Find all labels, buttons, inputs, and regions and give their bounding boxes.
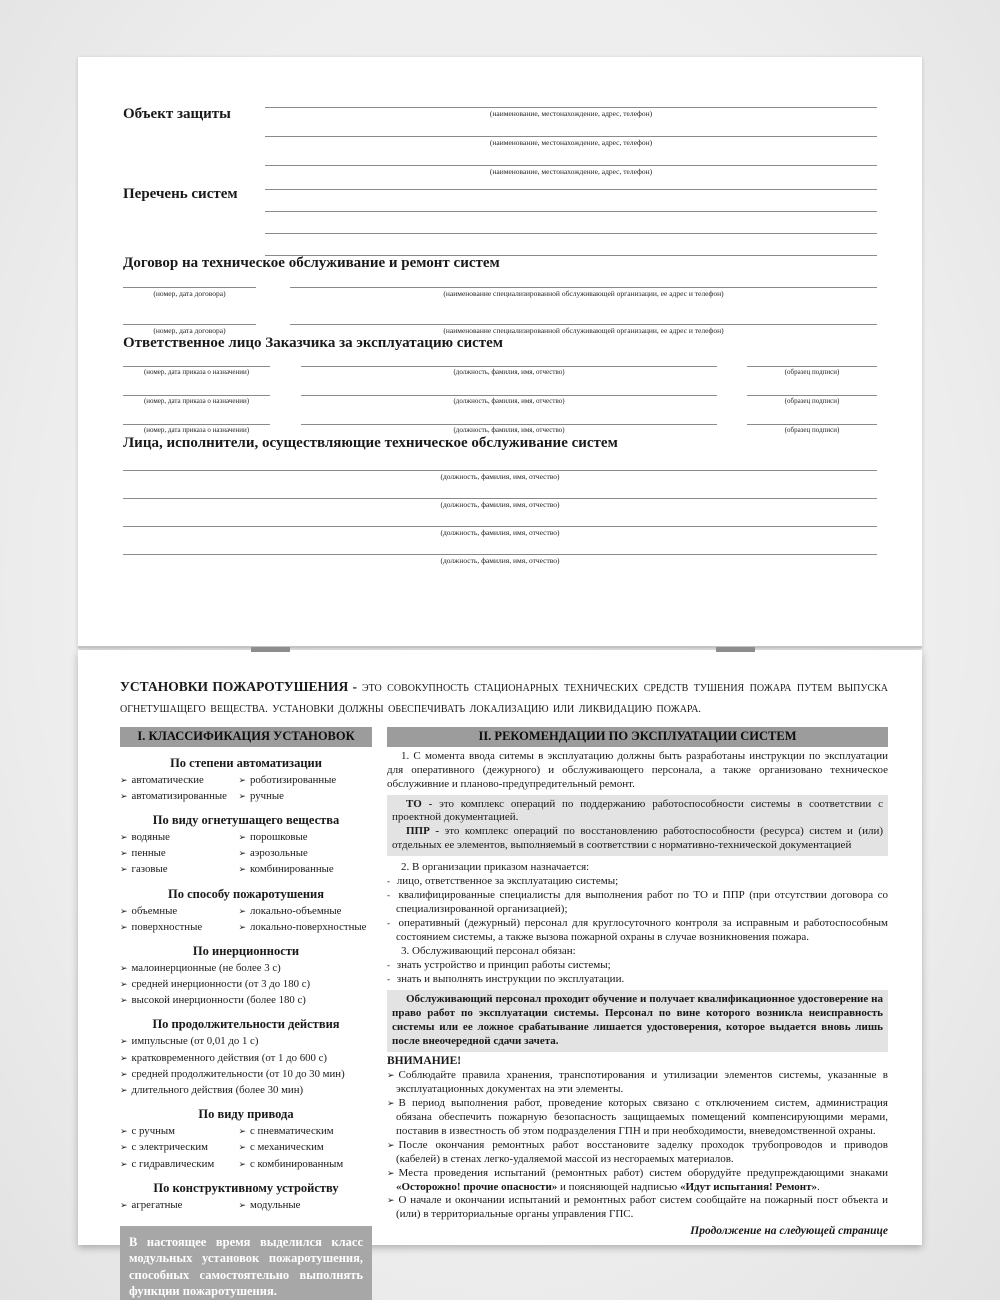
- field-caption: (номер, дата приказа о назначении): [143, 368, 250, 376]
- field-caption: (должность, фамилия, имя, отчество): [440, 472, 560, 481]
- field-caption: (наименование, местонахождение, адрес, телефон): [489, 109, 653, 118]
- arrow-bullet-icon: ➢: [120, 831, 128, 842]
- classification-item: [120, 1123, 238, 1139]
- to-text: это комплекс операций по поддержанию работоспособности системы в соответствии с проектной документацией.: [392, 797, 883, 824]
- classification-group-items: [120, 1197, 372, 1213]
- arrow-bullet-icon: ➢: [387, 1097, 395, 1108]
- classification-group-title: По виду огнетушащего вещества: [152, 812, 340, 827]
- personnel-duties-list: [387, 959, 888, 987]
- field-caption: (номер, дата договора): [153, 326, 226, 335]
- fill-in-line: [265, 211, 877, 212]
- arrow-bullet-icon: ➢: [238, 1199, 246, 1210]
- warning-sign-label: «Осторожно! прочие опасности»: [396, 1180, 558, 1193]
- form-field: [265, 148, 877, 177]
- attention-text: Соблюдайте правила хранения, транспотирования и утилизации элементов системы, указанные в эксплуатационных документах на эти элементы.: [396, 1068, 888, 1095]
- classification-item-label: автоматизированные: [131, 789, 227, 802]
- object-of-protection-fields: [265, 97, 877, 177]
- classification-item-label: высокой инерционности (более 180 с): [131, 994, 306, 1007]
- fire-extinguishing-definition: [120, 676, 888, 718]
- attention-text: Места проведения испытаний (ремонтных работ) систем оборудуйте предупреждающими знаками: [398, 1166, 888, 1179]
- arrow-bullet-icon: ➢: [120, 864, 128, 875]
- classification-item-label: аэрозольные: [249, 847, 308, 860]
- arrow-bullet-icon: ➢: [120, 962, 128, 973]
- classification-item-label: автоматические: [131, 773, 204, 786]
- form-field: [265, 97, 877, 119]
- field-caption: (номер, дата приказа о назначении): [143, 397, 250, 405]
- attention-item: [387, 1069, 888, 1097]
- classification-item: [120, 788, 238, 804]
- ppr-text: это комплекс операций по восстановлению работоспособности (ресурса) систем и (или) отдельных ее элементов, выполняемый в соответствии с нормативно-технической документацией: [392, 825, 883, 852]
- classification-item-label: пенные: [131, 847, 166, 860]
- attention-item: [387, 1097, 888, 1139]
- arrow-bullet-icon: ➢: [120, 790, 128, 801]
- field-caption: (должность, фамилия, имя, отчество): [453, 426, 565, 434]
- contract-org-field: [290, 271, 877, 299]
- attention-item: [387, 1139, 888, 1167]
- journal-page-2: [78, 650, 922, 1299]
- classification-item-label: объемные: [131, 904, 178, 917]
- classification-item-label: с электрическим: [131, 1141, 208, 1154]
- classification-groups: [120, 756, 372, 1213]
- classification-item: [120, 919, 238, 935]
- classification-item-label: с пневматическим: [249, 1125, 334, 1138]
- arrow-bullet-icon: ➢: [120, 979, 128, 990]
- arrow-bullet-icon: ➢: [120, 905, 128, 916]
- arrow-bullet-icon: ➢: [238, 921, 246, 932]
- arrow-bullet-icon: ➢: [238, 1126, 246, 1137]
- classification-item: [120, 845, 238, 861]
- executor-row: [123, 498, 877, 510]
- arrow-bullet-icon: ➢: [238, 774, 246, 785]
- systems-list-fields: [265, 177, 877, 256]
- executor-row: [123, 526, 877, 538]
- arrow-bullet-icon: ➢: [238, 831, 246, 842]
- classification-item: [120, 1033, 372, 1049]
- responsible-person-heading: Ответственное лицо Заказчика за эксплуатацию систем: [123, 335, 504, 351]
- arrow-bullet-icon: ➢: [120, 1052, 128, 1063]
- ppr-abbr: ППР -: [406, 825, 439, 838]
- arrow-bullet-icon: ➢: [238, 1142, 246, 1153]
- to-abbr: ТО -: [406, 797, 433, 810]
- field-caption: (наименование, местонахождение, адрес, телефон): [489, 138, 653, 147]
- arrow-bullet-icon: ➢: [120, 1036, 128, 1047]
- contract-number-field: [123, 299, 256, 336]
- personnel-duties-heading: 3. Обслуживающий персонал обязан:: [401, 945, 576, 958]
- field-caption: (номер, дата договора): [153, 289, 226, 298]
- arrow-bullet-icon: ➢: [238, 790, 246, 801]
- object-of-protection-row: [123, 97, 877, 177]
- classification-item-label: средней продолжительности (от 10 до 30 мин): [131, 1067, 345, 1080]
- classification-item-label: локально-поверхностные: [249, 920, 367, 933]
- field-caption: (образец подписи): [784, 368, 840, 376]
- ppr-definition: [392, 825, 883, 853]
- recommendations-column: [387, 727, 888, 1300]
- classification-item: [238, 1197, 372, 1213]
- classification-group-items: [120, 903, 372, 935]
- form-field: [265, 119, 877, 148]
- person-name-field: [301, 351, 717, 378]
- classification-item: [120, 772, 238, 788]
- attention-item: [387, 1167, 888, 1195]
- arrow-bullet-icon: ➢: [120, 1158, 128, 1169]
- list-item: - оперативный (дежурный) персонал для круглосуточного контроля за исправным и работоспособным состоянием системы, а также вызова пожарной охраны в случае возникновения пожара.: [387, 917, 888, 944]
- executor-row: [123, 554, 877, 566]
- classification-item-label: водяные: [131, 830, 170, 843]
- classification-item-label: роботизированные: [249, 773, 337, 786]
- definition-lead: УСТАНОВКИ ПОЖАРОТУШЕНИЯ -: [120, 679, 358, 694]
- classification-item-label: малоинерционные (не более 3 с): [131, 961, 281, 974]
- classification-group-title: По виду привода: [198, 1107, 294, 1122]
- classification-item: [120, 903, 238, 919]
- contract-row: [123, 271, 877, 299]
- classification-item-label: кратковременного действия (от 1 до 600 с): [131, 1051, 327, 1064]
- recommendation-paragraph-1: 1. С момента ввода ситемы в эксплуатацию должны быть разработаны инструкции по эксплуатации для оперативного (дежурного) и обслуживающего персонала, а также организовано техническое обслуживние и планово-предупредительный ремонт.: [387, 749, 888, 790]
- arrow-bullet-icon: ➢: [387, 1139, 395, 1150]
- attention-item: [387, 1194, 888, 1222]
- attention-text: О начале и окончании испытаний и ремонтных работ систем сообщайте на пожарный пост объекта и (или) в территориальные органы управления ГПС.: [396, 1194, 888, 1221]
- classification-column: [120, 727, 372, 1300]
- appointments-list: [387, 875, 888, 945]
- classification-item: [120, 1050, 372, 1066]
- systems-list-row: [123, 177, 877, 256]
- classification-item: [120, 1139, 238, 1155]
- classification-item-label: с ручным: [131, 1125, 175, 1138]
- list-item: - знать устройство и принцип работы системы;: [387, 959, 611, 972]
- list-item: - знать и выполнять инструкции по эксплуатации.: [387, 973, 625, 986]
- classification-item: [238, 829, 372, 845]
- classification-item: [238, 845, 372, 861]
- object-of-protection-label: Объект защиты: [123, 106, 231, 122]
- classification-item-label: длительного действия (более 30 мин): [131, 1084, 304, 1097]
- arrow-bullet-icon: ➢: [120, 921, 128, 932]
- field-caption: (наименование специализированной обслуживающей организации, ее адрес и телефон): [443, 326, 724, 335]
- binding-mark: [716, 647, 755, 652]
- executors-heading: Лица, исполнители, осуществляющие техническое обслуживание систем: [123, 435, 618, 451]
- systems-list-label: Перечень систем: [123, 186, 238, 202]
- classification-item: [238, 1123, 372, 1139]
- journal-page-1: [78, 57, 922, 648]
- classification-item: [120, 1082, 372, 1098]
- to-definition: [392, 798, 883, 826]
- classification-item-label: модульные: [249, 1198, 301, 1211]
- list-item: - квалифицированные специалисты для выполнения работ по ТО и ППР (при отсутствии договора со специализированной организацией);: [387, 889, 888, 916]
- classification-item-label: с механическим: [249, 1141, 324, 1154]
- arrow-bullet-icon: ➢: [120, 774, 128, 785]
- contract-heading: Договор на техническое обслуживание и ремонт систем: [123, 255, 500, 271]
- classification-item-label: с гидравлическим: [131, 1157, 215, 1170]
- classification-item-label: средней инерционности (от 3 до 180 с): [131, 978, 311, 991]
- classification-group-title: По инерционности: [192, 943, 300, 958]
- field-caption: (номер, дата приказа о назначении): [143, 426, 250, 434]
- classification-item-label: порошковые: [249, 830, 308, 843]
- fill-in-line: [265, 233, 877, 234]
- dash-bullet-icon: -: [387, 974, 390, 985]
- arrow-bullet-icon: ➢: [238, 864, 246, 875]
- signature-field: [747, 378, 877, 407]
- responsible-person-row: [123, 378, 877, 407]
- list-item: - лицо, ответственное за эксплуатацию системы;: [387, 875, 619, 888]
- to-ppr-definitions-block: [387, 795, 888, 857]
- classification-item-label: газовые: [131, 863, 168, 876]
- qualification-note-block: [387, 990, 888, 1052]
- classification-group-items: [120, 1123, 372, 1172]
- classification-item-label: импульсные (от 0,01 до 1 с): [131, 1035, 259, 1048]
- classification-item-label: локально-объемные: [249, 904, 342, 917]
- binding-mark: [251, 647, 290, 652]
- classification-group-items: [120, 1033, 372, 1098]
- dash-bullet-icon: -: [387, 876, 390, 887]
- arrow-bullet-icon: ➢: [387, 1195, 395, 1206]
- field-caption: (образец подписи): [784, 426, 840, 434]
- contract-org-field: [290, 299, 877, 336]
- signature-field: [747, 351, 877, 378]
- classification-item: [120, 861, 238, 877]
- dash-bullet-icon: -: [387, 890, 390, 901]
- field-caption: (должность, фамилия, имя, отчество): [440, 528, 560, 537]
- field-caption: (должность, фамилия, имя, отчество): [440, 556, 560, 565]
- attention-heading: ВНИМАНИЕ!: [387, 1054, 462, 1067]
- classification-group-title: По степени автоматизации: [170, 755, 322, 770]
- continuation-note: Продолжение на следующей странице: [690, 1225, 888, 1238]
- contract-number-field: [123, 271, 256, 299]
- classification-group-items: [120, 960, 372, 1009]
- classification-item: [238, 861, 372, 877]
- classification-group-items: [120, 772, 372, 804]
- dash-bullet-icon: -: [387, 918, 390, 929]
- arrow-bullet-icon: ➢: [120, 1085, 128, 1096]
- classification-item-label: с комбинированным: [249, 1157, 344, 1170]
- classification-item-label: поверхностные: [131, 920, 203, 933]
- field-caption: (должность, фамилия, имя, отчество): [440, 500, 560, 509]
- field-caption: (наименование, местонахождение, адрес, телефон): [489, 167, 653, 176]
- contract-row: [123, 299, 877, 336]
- classification-item-label: комбинированные: [249, 863, 334, 876]
- classification-group-title: По способу пожаротушения: [167, 886, 325, 901]
- executor-row: [123, 470, 877, 482]
- classification-group-title: По продолжительности действия: [152, 1017, 340, 1032]
- arrow-bullet-icon: ➢: [238, 905, 246, 916]
- classification-item-label: ручные: [249, 789, 284, 802]
- classification-item: [238, 919, 372, 935]
- classification-item: [120, 1156, 238, 1172]
- field-caption: (наименование специализированной обслуживающей организации, ее адрес и телефон): [443, 289, 724, 298]
- classification-item: [120, 992, 372, 1008]
- recommendations-header: II. РЕКОМЕНДАЦИИ ПО ЭКСПЛУАТАЦИИ СИСТЕМ: [387, 727, 888, 746]
- fill-in-line: [265, 189, 877, 190]
- signature-field: [747, 407, 877, 436]
- arrow-bullet-icon: ➢: [238, 848, 246, 859]
- classification-item: [120, 1066, 372, 1082]
- two-column-layout: [120, 727, 888, 1300]
- classification-item: [238, 788, 372, 804]
- classification-item: [120, 976, 372, 992]
- field-caption: (должность, фамилия, имя, отчество): [453, 368, 565, 376]
- dash-bullet-icon: -: [387, 960, 390, 971]
- qualification-note: Обслуживающий персонал проходит обучение и получает квалификационное удостоверение на право работ по эксплуатации системы. Персонал по вине которого возникла неисправность системы или ее ложное срабатывание лишается удостоверения, которое выдается вновь лишь после внеочередной сдачи зачета.: [392, 993, 883, 1047]
- classification-item: [120, 960, 372, 976]
- classification-item: [238, 1156, 372, 1172]
- modular-units-note-box: В настоящее время выделился класс модульных установок пожаротушения, способных самостоятельно выполнять функции пожаротушения.: [120, 1226, 372, 1300]
- arrow-bullet-icon: ➢: [387, 1069, 395, 1080]
- arrow-bullet-icon: ➢: [120, 1068, 128, 1079]
- arrow-bullet-icon: ➢: [120, 1126, 128, 1137]
- classification-group-title: По конструктивному устройству: [153, 1180, 339, 1195]
- order-number-field: [123, 351, 270, 378]
- classification-item: [238, 772, 372, 788]
- attention-text: В период выполнения работ, проведение которых связано с отключением систем, администрация обязана обеспечить пожарную безопасность защищаемых помещений компенсирующими мерами, поставив в известность об этом подразделения ГПН и при необходимости, вневедомственной охраны.: [396, 1096, 888, 1137]
- classification-item: [238, 1139, 372, 1155]
- field-caption: (образец подписи): [784, 397, 840, 405]
- arrow-bullet-icon: ➢: [238, 1158, 246, 1169]
- arrow-bullet-icon: ➢: [120, 995, 128, 1006]
- classification-item: [238, 903, 372, 919]
- attention-text: и поясняющей надписью: [557, 1180, 680, 1193]
- definition-text: ЭТО СОВОКУПНОСТЬ СТАЦИОНАРНЫХ ТЕХНИЧЕСКИХ СРЕДСТВ ТУШЕНИЯ ПОЖАРА ПУТЕМ ВЫПУСКА ОГНЕТУШАЩЕГО ВЕЩЕСТВА. УСТАНОВКИ ДОЛЖНЫ ОБЕСПЕЧИВАТЬ ЛОКАЛИЗАЦИЮ ИЛИ ЛИКВИДАЦИЮ ПОЖАРА.: [120, 683, 889, 716]
- classification-group-items: [120, 829, 372, 878]
- classification-item: [120, 829, 238, 845]
- order-number-field: [123, 407, 270, 436]
- appointments-heading: 2. В организации приказом назначается:: [401, 861, 590, 874]
- order-number-field: [123, 378, 270, 407]
- testing-sign-label: «Идут испытания! Ремонт»: [679, 1180, 818, 1193]
- arrow-bullet-icon: ➢: [120, 848, 128, 859]
- arrow-bullet-icon: ➢: [120, 1142, 128, 1153]
- arrow-bullet-icon: ➢: [387, 1167, 395, 1178]
- classification-item-label: агрегатные: [131, 1198, 183, 1211]
- responsible-person-row: [123, 351, 877, 378]
- arrow-bullet-icon: ➢: [120, 1199, 128, 1210]
- person-name-field: [301, 378, 717, 407]
- attention-text: После окончания ремонтных работ восстановите заделку проходок трубопроводов и приводов (кабелей) в стенах легко-удаляемой массой из несгораемых материалов.: [396, 1138, 888, 1165]
- attention-text: .: [817, 1180, 820, 1193]
- classification-item: [120, 1197, 238, 1213]
- classification-header: I. КЛАССИФИКАЦИЯ УСТАНОВОК: [120, 727, 372, 746]
- person-name-field: [301, 407, 717, 436]
- responsible-person-row: [123, 407, 877, 436]
- field-caption: (должность, фамилия, имя, отчество): [453, 397, 565, 405]
